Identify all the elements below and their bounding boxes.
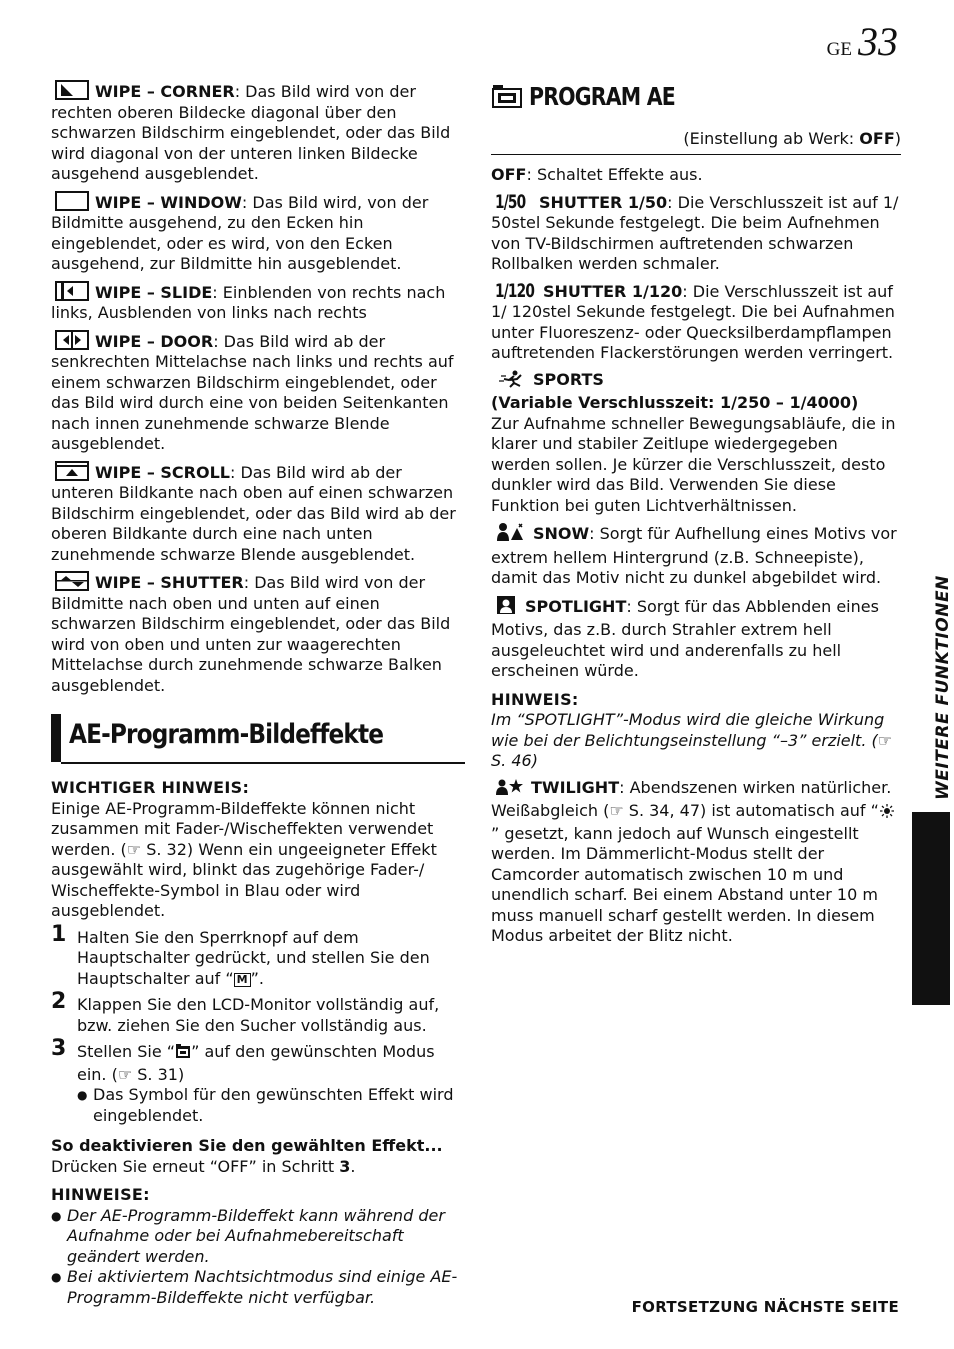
wipe-scroll-text: : Das Bild wird ab der unteren Bildkante nach oben auf einen schwarzen Bildschirm eingeblendet, oder das Bild wird ab der oberen Bildkante durch eine nach unten zunehmende schwarze Blende ausgeblendet. bbox=[51, 462, 456, 564]
factory-setting-a: (Einstellung ab Werk: bbox=[683, 128, 860, 148]
section-title-text: AE-Programm-Bildeffekte bbox=[69, 719, 384, 750]
deactivate-heading: So deaktivieren Sie den gewählten Effekt... bbox=[51, 1136, 443, 1155]
sports-label: SPORTS bbox=[533, 369, 604, 389]
wipe-corner-icon bbox=[55, 80, 89, 100]
section-title bbox=[51, 714, 463, 764]
sun-icon bbox=[879, 803, 895, 824]
wipe-window-entry bbox=[51, 191, 463, 275]
program-ae-heading-icon bbox=[491, 83, 523, 115]
deactivate-text-c: . bbox=[350, 1156, 356, 1176]
wipe-door-entry bbox=[51, 330, 463, 455]
shutter-50-entry bbox=[491, 192, 901, 275]
deactivate-text bbox=[51, 1157, 463, 1178]
wipe-window-label: WIPE – WINDOW bbox=[95, 192, 242, 212]
wipe-scroll-entry bbox=[51, 461, 463, 566]
wipe-shutter-label: WIPE – SHUTTER bbox=[95, 573, 244, 592]
step-text: Stellen Sie “ bbox=[77, 1042, 176, 1061]
wipe-shutter-entry bbox=[51, 571, 463, 696]
wipe-scroll-icon bbox=[55, 461, 89, 481]
sports-icon bbox=[499, 370, 525, 394]
wipe-slide-entry bbox=[51, 281, 463, 324]
wipe-window-text: : Das Bild wird, von der Bildmitte ausgehend, zu den Ecken hin eingeblendet, oder es wird, von den Ecken ausgehend, zur Bildmitte hin ausgeblendet. bbox=[51, 192, 429, 273]
side-tab-label bbox=[913, 575, 953, 800]
step-text: Klappen Sie den LCD-Monitor vollständig auf, bzw. ziehen Sie den Sucher vollständig aus. bbox=[77, 995, 440, 1035]
right-column bbox=[491, 80, 901, 953]
program-ae-icon bbox=[175, 1043, 191, 1065]
section-title-bar bbox=[51, 714, 61, 762]
side-tab-text: WEITERE FUNKTIONEN bbox=[933, 575, 953, 800]
twilight-icon bbox=[495, 778, 523, 802]
factory-setting-value: OFF bbox=[859, 128, 895, 148]
hinweise-heading: HINWEISE: bbox=[51, 1185, 150, 1204]
wipe-shutter-text: : Das Bild wird von der Bildmitte nach oben und unten auf einen schwarzen Bildschirm eingeblendet, oder das Bild wird von oben und unten zur waagerechten Mittelachse durch zunehmende schwarze Balken ausgeblendet. bbox=[51, 573, 451, 695]
snow-icon bbox=[495, 522, 525, 548]
wipe-corner-text: : Das Bild wird von der rechten oberen Bildecke diagonal über den schwarzen Bildschirm eingeblendet, oder das Bild wird diagonal von der unteren linken Bildecke ausgehend ausgeblendet. bbox=[51, 82, 451, 183]
shutter-120-entry bbox=[491, 281, 901, 364]
continued-footer: FORTSETZUNG NÄCHSTE SEITE bbox=[631, 1298, 899, 1316]
wipe-door-label: WIPE – DOOR bbox=[95, 331, 214, 351]
step-2 bbox=[51, 989, 463, 1036]
wipe-corner-entry bbox=[51, 80, 463, 185]
language-code: GE bbox=[826, 39, 852, 60]
wichtig-heading: WICHTIGER HINWEIS: bbox=[51, 778, 250, 797]
manual-mode-icon: M bbox=[234, 973, 251, 987]
wipe-corner-label: WIPE – CORNER bbox=[95, 82, 235, 101]
divider bbox=[491, 154, 901, 155]
factory-setting bbox=[491, 129, 901, 150]
twilight-text-b: ” gesetzt, kann jedoch auf Wunsch eingestellt werden. Im Dämmerlicht-Modus stellt der Camcorder automatisch zwischen 10 m und unendlich scharf. Bei einem Abstand unter 10 m muss manuell scharf gestellt werden. In diesem Modus arbeitet der Blitz nicht. bbox=[491, 823, 878, 945]
shutter-50-icon: 1/50 bbox=[495, 190, 526, 213]
shutter-50-label: SHUTTER 1/50 bbox=[539, 192, 668, 212]
step-text: Halten Sie den Sperrknopf auf dem Hauptschalter gedrückt, und stellen Sie den Hauptschalter auf “ bbox=[77, 927, 430, 988]
page-header bbox=[826, 19, 898, 64]
spotlight-icon bbox=[495, 595, 517, 621]
section-title-rule bbox=[61, 762, 465, 764]
sports-subheading: (Variable Verschlusszeit: 1/250 – 1/4000) bbox=[491, 393, 859, 412]
spotlight-label: SPOTLIGHT bbox=[525, 596, 627, 616]
program-ae-title: PROGRAM AE bbox=[529, 82, 675, 111]
page-number: 33 bbox=[858, 19, 898, 64]
wipe-slide-text: : Einblenden von rechts nach links, Ausblenden von links nach rechts bbox=[51, 282, 446, 322]
wipe-shutter-icon bbox=[55, 571, 89, 591]
shutter-120-icon: 1/120 bbox=[495, 279, 535, 302]
hinweise-item: ● Bei aktiviertem Nachtsichtmodus sind einige AE-Programm-Bildeffekte nicht verfügbar. bbox=[51, 1267, 463, 1308]
deactivate-text-a: Drücken Sie erneut “OFF” in Schritt bbox=[51, 1156, 340, 1176]
shutter-50-text: : Die Verschlusszeit ist auf 1/ 50stel Sekunde festgelegt. Die beim Aufnehmen von TV-Bildschirmen auftretenden schwarzen Rollbalken werden schmaler. bbox=[491, 192, 899, 273]
wipe-door-text: : Das Bild wird ab der senkrechten Mittelachse nach links und rechts auf einem schwarzen Bildschirm eingeblendet, oder das Bild wird durch eine von beiden Seitenkanten nach innen zunehmende schwarze Blende ausgeblendet. bbox=[51, 331, 454, 453]
snow-text: : Sorgt für Aufhellung eines Motivs vor extrem hellem Hintergrund (z.B. Schneepiste), damit das Motiv nicht zu dunkel abgebildet wird. bbox=[491, 524, 897, 587]
snow-label: SNOW bbox=[533, 524, 590, 543]
left-column bbox=[51, 80, 463, 1308]
sports-text: Zur Aufnahme schneller Bewegungsabläufe, die in klarer und stabiler Zeitlupe wiedergegeben werden sollen. Je kürzer die Verschlusszeit, desto dunkler wird das Bild. Verwenden Sie diese Funktion bei guten Lichtverhältnissen. bbox=[491, 413, 896, 515]
hinweis-text: Im “SPOTLIGHT”-Modus wird die gleiche Wirkung wie bei der Belichtungseinstellung “–3” erzielt. (☞ S. 46) bbox=[491, 710, 893, 770]
wipe-door-icon bbox=[55, 330, 89, 350]
hinweise-item: ● Der AE-Programm-Bildeffekt kann während der Aufnahme oder bei Aufnahmebereitschaft geändert werden. bbox=[51, 1206, 463, 1268]
twilight-text-a: : Abendszenen wirken natürlicher. Weißabgleich (☞ S. 34, 47) ist automatisch auf “ bbox=[491, 777, 892, 820]
shutter-120-text: : Die Verschlusszeit ist auf 1/ 120stel Sekunde festgelegt. Die bei Aufnahmen unter Fluoreszenz- oder Quecksilberdampflampen auftretenden Flackerstörungen werden verringert. bbox=[491, 281, 895, 362]
sports-entry bbox=[491, 370, 901, 394]
shutter-120-label: SHUTTER 1/120 bbox=[543, 281, 683, 301]
step-text-end: ”. bbox=[250, 968, 264, 988]
wipe-slide-icon bbox=[55, 281, 89, 301]
side-tab-block bbox=[912, 812, 950, 1005]
step-text-end: ” auf den gewünschten Modus ein. (☞ S. 31) bbox=[77, 1042, 435, 1084]
deactivate-step-ref: 3 bbox=[339, 1156, 351, 1176]
off-entry bbox=[491, 165, 901, 186]
program-ae-heading bbox=[491, 80, 901, 115]
off-text: : Schaltet Effekte aus. bbox=[526, 165, 703, 184]
step-1 bbox=[51, 921, 463, 990]
step-3 bbox=[51, 1036, 463, 1085]
spotlight-entry bbox=[491, 595, 901, 682]
wipe-scroll-label: WIPE – SCROLL bbox=[95, 462, 230, 482]
spotlight-text: : Sorgt für das Abblenden eines Motivs, das z.B. durch Strahler extrem hell ausgeleuchtet wird und anderenfalls zu hell erscheinen würde. bbox=[491, 596, 879, 680]
step-number: 2 bbox=[51, 989, 67, 1014]
step-number: 3 bbox=[51, 1036, 67, 1061]
step-3-bullet: ● Das Symbol für den gewünschten Effekt wird eingeblendet. bbox=[51, 1085, 463, 1126]
twilight-label: TWILIGHT bbox=[531, 777, 620, 797]
off-label: OFF bbox=[491, 165, 527, 184]
snow-entry bbox=[491, 522, 901, 589]
wipe-slide-label: WIPE – SLIDE bbox=[95, 282, 213, 302]
wipe-window-icon bbox=[55, 191, 89, 211]
twilight-entry bbox=[491, 778, 901, 947]
step-number: 1 bbox=[51, 921, 67, 947]
hinweis-heading: HINWEIS: bbox=[491, 689, 579, 709]
wichtig-text: Einige AE-Programm-Bildeffekte können nicht zusammen mit Fader-/Wischeffekten verwendet werden. (☞ S. 32) Wenn ein ungeeigneter Effekt ausgewählt wird, blinkt das zugehörige Fader-/ Wischeffekte-Symbol in Blau oder wird ausgeblendet. bbox=[51, 798, 437, 920]
factory-setting-c: ) bbox=[894, 128, 901, 148]
